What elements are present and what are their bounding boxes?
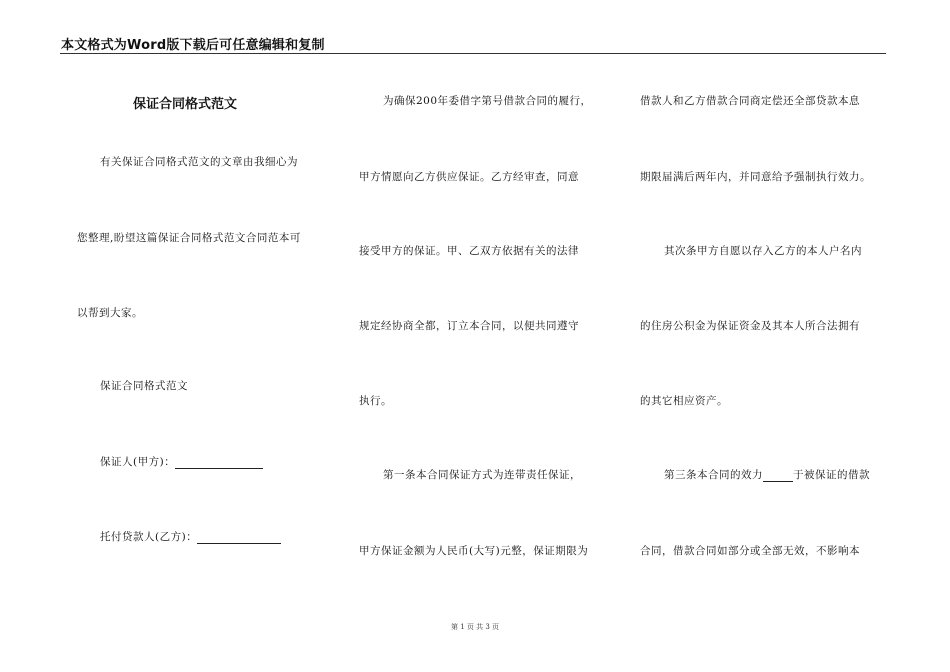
col3-line-1: 借款人和乙方借款合同商定偿还全部贷款本息 [640,95,860,107]
intro-line-2: 您整理,盼望这篇保证合同格式范文合同范本可 [77,232,301,244]
section-subtitle: 保证合同格式范文 [100,380,188,392]
header-divider [60,53,886,54]
col2-line-2: 甲方情愿向乙方供应保证。乙方经审查，同意 [359,171,579,183]
col2-line-6: 第一条本合同保证方式为连带责任保证， [383,469,581,481]
header-title: 本文格式为Word版下载后可任意编辑和复制 [61,38,325,53]
col2-line-1: 为确保200年委借字第号借款合同的履行， [383,95,592,107]
guarantor-label: 保证人(甲方)： [100,456,176,468]
col3-line-6-start: 第三条本合同的效力 [664,469,763,481]
col3-line-4: 的住房公积金为保证资金及其本人所合法拥有 [640,320,860,332]
col3-line-6 [664,467,870,482]
col3-line-2: 期限届满后两年内，并同意给予强制执行效力。 [640,171,871,183]
col3-line-5: 的其它相应资产。 [640,395,728,407]
page-footer: 第 1 页 共 3 页 [450,623,500,631]
guarantor-field [100,454,263,469]
col3-line-6-end: 于被保证的借款 [793,469,870,481]
col3-line-7: 合同，借款合同如部分或全部无效，不影响本 [640,545,860,557]
col3-line-3: 其次条甲方自愿以存入乙方的本人户名内 [664,245,862,257]
borrower-field [100,529,281,544]
col2-line-3: 接受甲方的保证。甲、乙双方依据有关的法律 [359,245,579,257]
borrower-blank [197,531,281,544]
intro-line-1: 有关保证合同格式范文的文章由我细心为 [100,156,298,168]
effect-blank [763,471,793,482]
guarantor-blank [175,456,263,469]
intro-line-3: 以帮到大家。 [77,307,143,319]
document-title: 保证合同格式范文 [133,97,238,112]
col2-line-4: 规定经协商全都，订立本合同，以便共同遵守 [359,320,579,332]
col2-line-5: 执行。 [359,395,392,407]
borrower-label: 托付贷款人(乙方)： [100,531,198,543]
col2-line-7: 甲方保证金额为人民币(大写)元整，保证期限为 [359,545,589,557]
